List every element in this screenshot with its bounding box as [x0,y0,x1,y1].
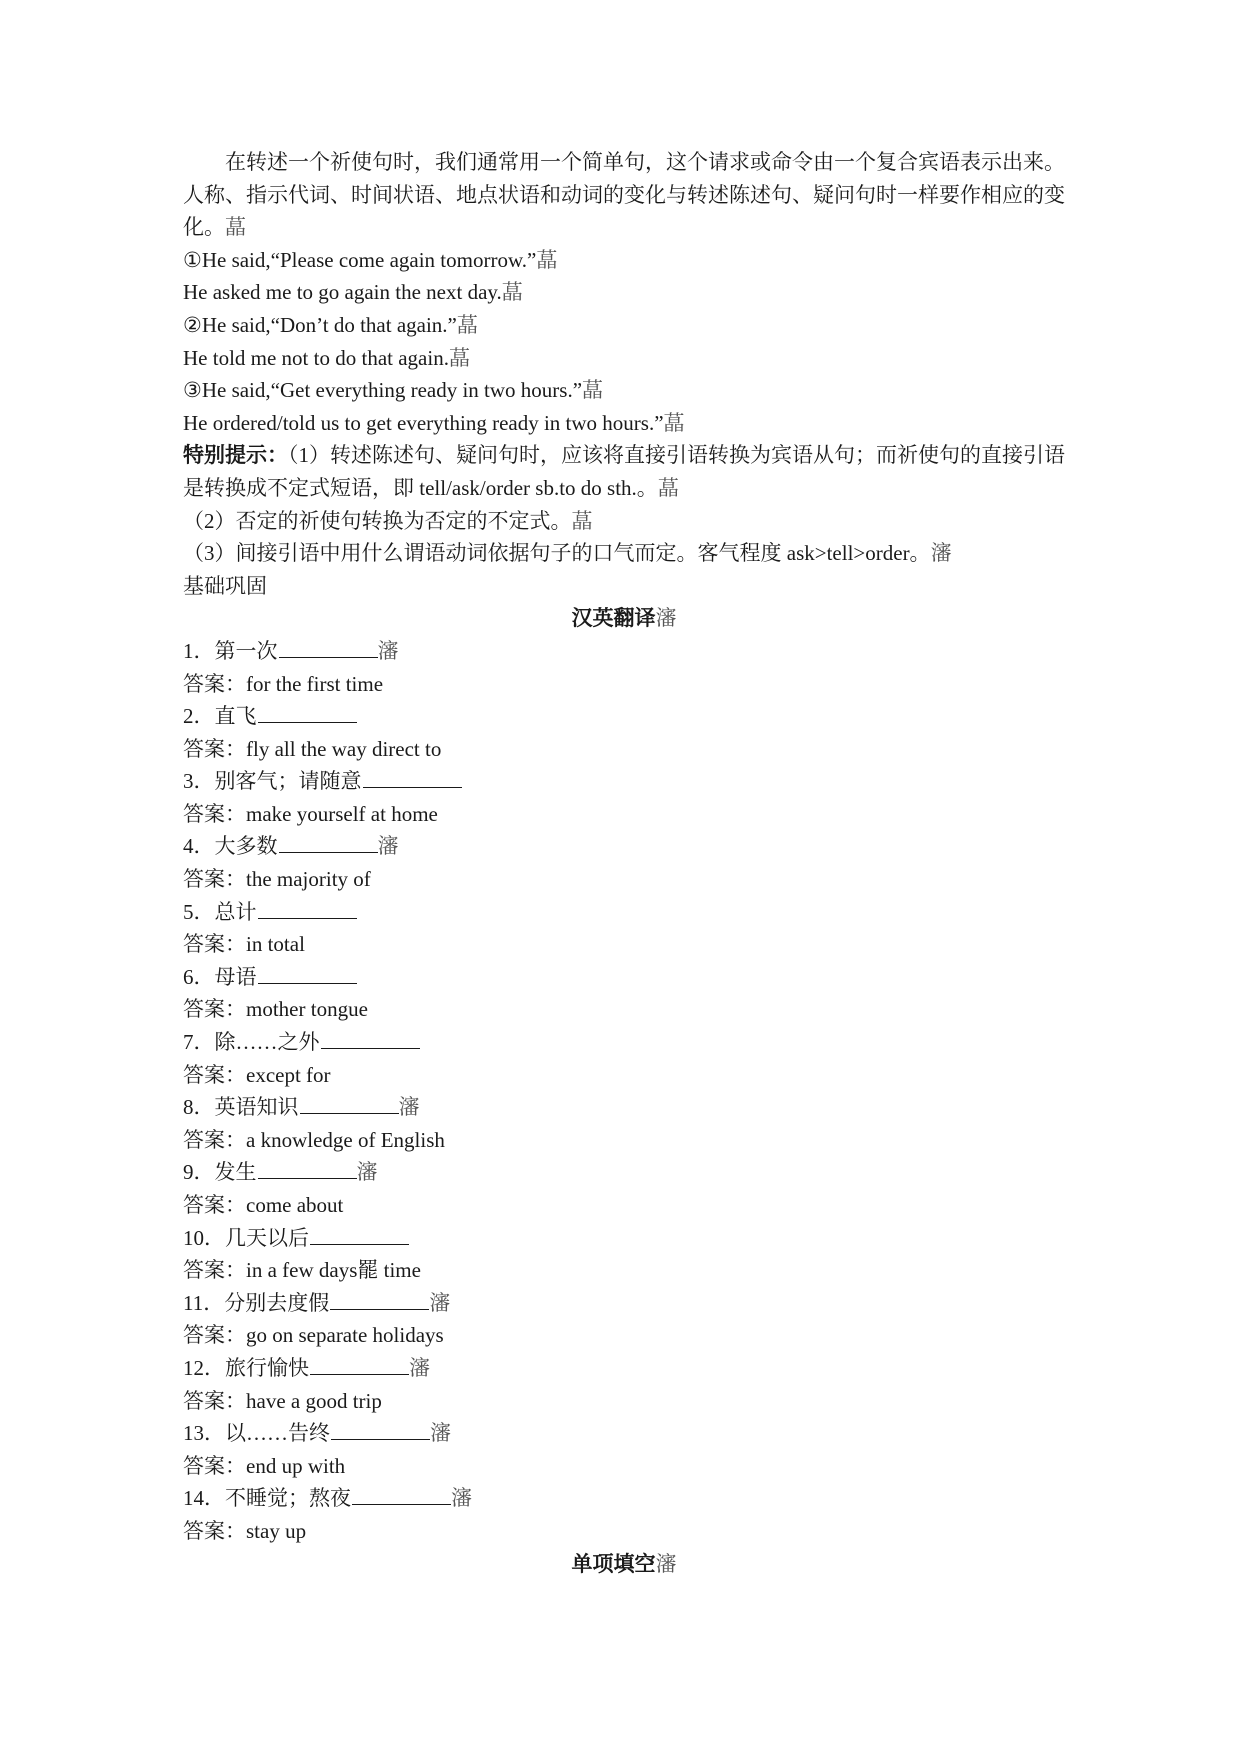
example-direct-text: ③He said,“Get everything ready in two hours.” [183,378,583,403]
item-question [183,1091,1065,1124]
answer-text: for the first time [246,671,384,696]
answer-blank [258,962,357,984]
answer-text: in total [246,932,305,957]
item-question [183,1287,1065,1320]
example-mark: 蕌 [456,312,478,337]
question-mark: 瀋 [430,1421,451,1446]
item-answer [183,1124,1065,1157]
example-indirect-text: He asked me to go again the next day. [183,280,502,305]
example-3-indirect [183,407,1065,440]
tip-mark: 蕌 [571,508,593,533]
answer-blank [258,701,357,723]
item-question [183,830,1065,863]
tip-1-text: （1）转述陈述句、疑问句时，应该将直接引语转换为宾语从句；而祈使句的直接引语是转换成不定式短语，即 tell/ask/order sb.to do sth.。 [183,443,1065,500]
answer-prefix: 答案： [183,1323,246,1348]
example-mark: 蕌 [536,247,558,272]
answer-blank [258,1157,357,1179]
heading-mark: 瀋 [655,1551,677,1576]
answer-text: have a good trip [246,1388,382,1413]
question-mark: 瀋 [398,1095,420,1120]
example-3-direct [183,374,1065,407]
answer-text: go on separate holidays [246,1323,444,1348]
fill-heading [183,1548,1065,1581]
answer-text: a knowledge of English [246,1127,445,1152]
answer-prefix: 答案： [183,997,246,1022]
fill-heading-title: 单项填空 [571,1551,656,1576]
example-mark: 蕌 [582,378,604,403]
answer-prefix: 答案： [183,1193,246,1217]
heading-mark: 瀋 [655,606,677,631]
tip-3 [183,537,1065,570]
question-text: 7．除……之外 [183,1030,320,1055]
example-mark: 蕌 [448,345,470,370]
answer-prefix: 答案： [183,1518,246,1543]
question-mark: 瀋 [377,834,399,859]
item-question [183,1156,1065,1189]
answer-text: come about [246,1193,344,1217]
item-question [183,1352,1065,1385]
translation-heading-title: 汉英翻译 [571,606,656,631]
answer-text: make yourself at home [246,801,438,826]
question-text: 12．旅行愉快 [183,1355,309,1380]
answer-blank [279,636,378,658]
answer-blank [363,766,462,788]
tip-1 [183,439,1065,504]
tip-mark: 瀋 [930,541,952,566]
question-text: 6．母语 [183,964,257,989]
question-mark: 瀋 [429,1290,451,1315]
item-answer [183,1450,1065,1483]
question-mark: 瀋 [451,1486,472,1511]
answer-blank [331,1418,430,1440]
answer-text: end up with [246,1453,346,1478]
question-text: 10．几天以后 [183,1225,309,1250]
item-answer [183,1319,1065,1352]
question-mark: 瀋 [356,1160,378,1185]
example-mark: 蕌 [663,410,685,435]
answer-blank [352,1483,451,1505]
question-text: 5．总计 [183,899,257,924]
example-1-indirect [183,276,1065,309]
intro-paragraph [183,146,1065,244]
item-answer [183,928,1065,961]
item-question [183,635,1065,668]
answer-prefix: 答案： [183,1453,246,1478]
question-text: 11．分别去度假 [183,1290,330,1315]
example-mark: 蕌 [501,280,523,305]
example-1-direct [183,244,1065,277]
item-answer [183,1385,1065,1418]
answer-blank [310,1353,409,1375]
answer-text: mother tongue [246,997,368,1022]
answer-text: stay up [246,1518,307,1543]
question-text: 8．英语知识 [183,1095,299,1120]
answer-blank [310,1223,409,1245]
example-2-indirect [183,342,1065,375]
item-question [183,1417,1065,1450]
intro-text: 在转述一个祈使句时，我们通常用一个简单句，这个请求或命令由一个复合宾语表示出来。人称、指示代词、时间状语、地点状语和动词的变化与转述陈述句、疑问句时一样要作相应的变化。 [183,150,1065,240]
item-answer [183,1059,1065,1092]
item-question [183,700,1065,733]
answer-prefix: 答案： [183,1258,246,1283]
answer-text: except for [246,1062,331,1087]
answer-blank [258,897,357,919]
item-answer [183,668,1065,701]
question-text: 3．别客气；请随意 [183,769,362,794]
item-answer [183,1254,1065,1287]
tip-mark: 蕌 [657,475,679,500]
answer-prefix: 答案： [183,1062,246,1087]
translation-heading [183,602,1065,635]
tip-3-text: （3）间接引语中用什么谓语动词依据句子的口气而定。客气程度 ask>tell>order。 [183,541,931,566]
question-text: 9．发生 [183,1160,257,1185]
answer-blank [330,1288,429,1310]
tips-label: 特别提示： [183,443,288,468]
item-question [183,1482,1065,1515]
answer-text: in a few days罷 time [246,1258,421,1283]
question-mark: 瀋 [377,638,399,663]
item-question [183,765,1065,798]
answer-blank [321,1027,420,1049]
question-mark: 瀋 [409,1355,430,1380]
answer-text: the majority of [246,867,371,892]
intro-mark: 蕌 [225,215,246,240]
answer-prefix: 答案： [183,671,246,696]
item-question [183,1222,1065,1255]
answer-blank [300,1092,399,1114]
translation-items [183,635,1065,1548]
item-answer [183,993,1065,1026]
item-question [183,1026,1065,1059]
item-question [183,896,1065,929]
example-direct-text: ②He said,“Don’t do that again.” [183,312,457,337]
example-indirect-text: He told me not to do that again. [183,345,449,370]
tip-2 [183,505,1065,538]
question-text: 2．直飞 [183,704,257,729]
answer-blank [279,831,378,853]
answer-text: fly all the way direct to [246,736,442,761]
answer-prefix: 答案： [183,932,246,957]
answer-prefix: 答案： [183,1127,246,1152]
item-answer [183,1515,1065,1548]
question-text: 4．大多数 [183,834,278,859]
question-text: 13．以……告终 [183,1421,330,1446]
item-answer [183,863,1065,896]
example-direct-text: ①He said,“Please come again tomorrow.” [183,247,537,272]
item-answer [183,733,1065,766]
question-text: 14．不睡觉；熬夜 [183,1486,351,1511]
answer-prefix: 答案： [183,1388,246,1413]
tip-2-text: （2）否定的祈使句转换为否定的不定式。 [183,508,572,533]
answer-prefix: 答案： [183,801,246,826]
answer-prefix: 答案： [183,736,246,761]
item-answer [183,1189,1065,1222]
example-2-direct [183,309,1065,342]
item-question [183,961,1065,994]
section-label: 基础巩固 [183,573,267,598]
item-answer [183,798,1065,831]
document-content [183,146,1065,1580]
answer-prefix: 答案： [183,867,246,892]
example-indirect-text: He ordered/told us to get everything ready in two hours.” [183,410,664,435]
question-text: 1．第一次 [183,638,278,663]
